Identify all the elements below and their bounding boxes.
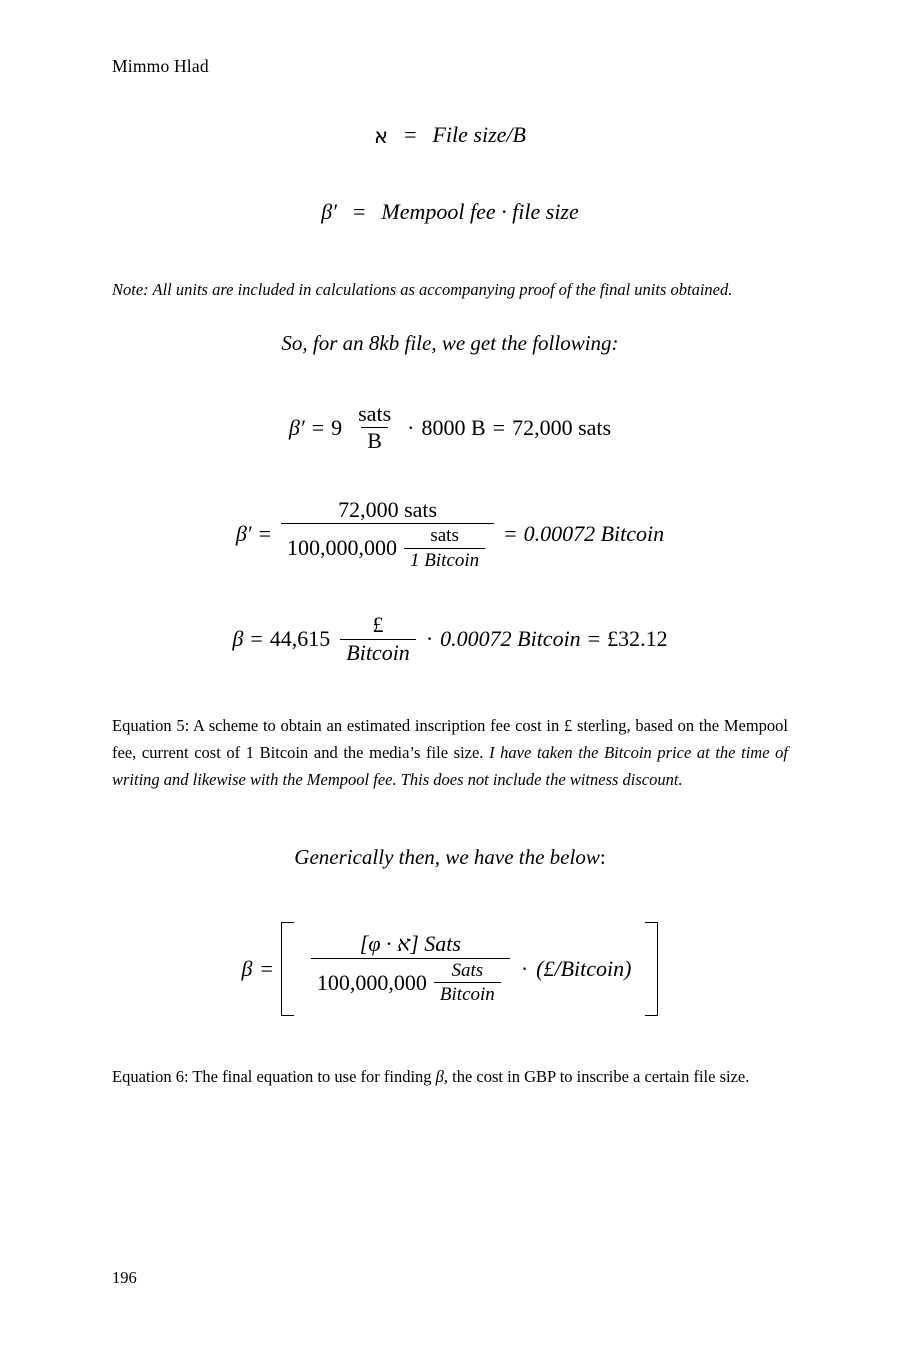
beta-prime-lhs: β′ — [288, 414, 305, 440]
page-number: 196 — [112, 1268, 137, 1287]
fraction-denominator: 1 Bitcoin — [404, 548, 485, 571]
lead-in-sentence: So, for an 8kb file, we get the following: — [281, 330, 619, 355]
fraction-numerator: [φ · א] Sats — [359, 931, 461, 957]
sats-per-bitcoin-fraction — [434, 960, 501, 1006]
caption-5-plain: Equation 5: A scheme to obtain an estimated inscription fee cost in £ sterling, based on the Mempool fee, current cost of 1 Bitcoin and the media’s file size. — [112, 716, 788, 762]
equals-sign: = — [250, 626, 263, 652]
fraction-numerator: 72,000 sats — [338, 496, 438, 522]
result-sats: 72,000 sats — [512, 414, 612, 440]
denominator-coefficient: 100,000,000 — [287, 534, 398, 560]
generic-lead-in-colon: : — [599, 845, 606, 870]
gbp-per-bitcoin-rate: 44,615 — [269, 626, 331, 652]
coefficient: 9 — [331, 414, 343, 440]
equals-sign: = — [504, 521, 517, 547]
generic-lead-in — [112, 845, 788, 870]
equation-aleph — [112, 121, 788, 150]
beta-prime-lhs: β′ — [321, 199, 337, 225]
sats-per-bitcoin-fraction — [404, 525, 485, 571]
caption-6-part2: , the cost in GBP to inscribe a certain file size. — [443, 1066, 750, 1086]
right-bracket — [645, 922, 658, 1015]
aleph-symbol: א — [374, 124, 389, 148]
caption-equation-5 — [112, 713, 788, 793]
generic-lead-in-text: Generically then, we have the below — [294, 845, 600, 870]
fraction-denominator — [311, 958, 510, 1006]
equals-sign: = — [492, 414, 506, 440]
file-bytes: 8000 B — [421, 414, 486, 440]
fraction-denominator: Bitcoin — [340, 639, 416, 666]
gbp-per-bitcoin-fraction — [340, 613, 416, 665]
left-bracket — [281, 922, 294, 1015]
fraction-denominator — [281, 523, 494, 571]
caption-6-part1: Equation 6: The final equation to use for finding — [112, 1066, 436, 1086]
caption-5-italic: I have taken the Bitcoin price at the time of writing and likewise with the Mempool fee. This does not include the witness discount. — [112, 742, 788, 789]
units-note: Note: All units are included in calculations as accompanying proof of the final units obtained. — [112, 279, 733, 299]
fraction-numerator: sats — [430, 525, 459, 547]
square-bracket-group — [281, 922, 659, 1015]
result-bitcoin: 0.00072 Bitcoin — [523, 521, 665, 547]
fraction-numerator: £ — [372, 612, 384, 638]
result-gbp: £32.12 — [607, 626, 668, 652]
beta-lhs: β — [232, 626, 244, 652]
equation-beta-prime-numeric — [112, 402, 788, 454]
fraction-denominator: B — [361, 427, 388, 454]
dot-operator: · — [425, 626, 434, 652]
bitcoin-amount: 0.00072 Bitcoin — [440, 626, 581, 652]
dot-operator: · — [520, 956, 529, 981]
equals-sign: = — [404, 122, 417, 147]
equals-sign: = — [587, 626, 601, 652]
fraction-denominator: Bitcoin — [434, 982, 501, 1005]
generic-fraction — [311, 932, 510, 1005]
gbp-per-bitcoin-factor: (£/Bitcoin) — [536, 956, 632, 981]
beta-prime-rhs: Mempool fee · file size — [381, 199, 579, 225]
sats-per-byte-fraction — [352, 402, 397, 454]
equals-sign: = — [258, 521, 272, 547]
running-head: Mimmo Hlad — [112, 56, 209, 76]
caption-equation-6 — [112, 1064, 788, 1091]
aleph-rhs: File size/B — [432, 122, 526, 147]
equation-beta-prime-bitcoin — [112, 498, 788, 571]
beta-prime-lhs: β′ — [235, 521, 252, 547]
equation-beta-gbp — [112, 613, 788, 665]
equals-sign: = — [260, 956, 273, 981]
equation-generic-beta — [112, 922, 788, 1015]
fraction-numerator: Sats — [451, 960, 484, 982]
equals-sign: = — [353, 199, 366, 225]
caption-6-beta-symbol: β — [435, 1066, 444, 1086]
fraction-numerator: sats — [358, 400, 392, 426]
dot-operator: · — [407, 414, 415, 440]
sats-to-bitcoin-fraction — [281, 498, 494, 571]
beta-lhs: β — [241, 956, 253, 981]
bracket-contents — [298, 922, 642, 1015]
equals-sign: = — [311, 414, 325, 440]
equation-beta-prime-definition — [112, 198, 788, 227]
denominator-coefficient: 100,000,000 — [316, 969, 427, 995]
